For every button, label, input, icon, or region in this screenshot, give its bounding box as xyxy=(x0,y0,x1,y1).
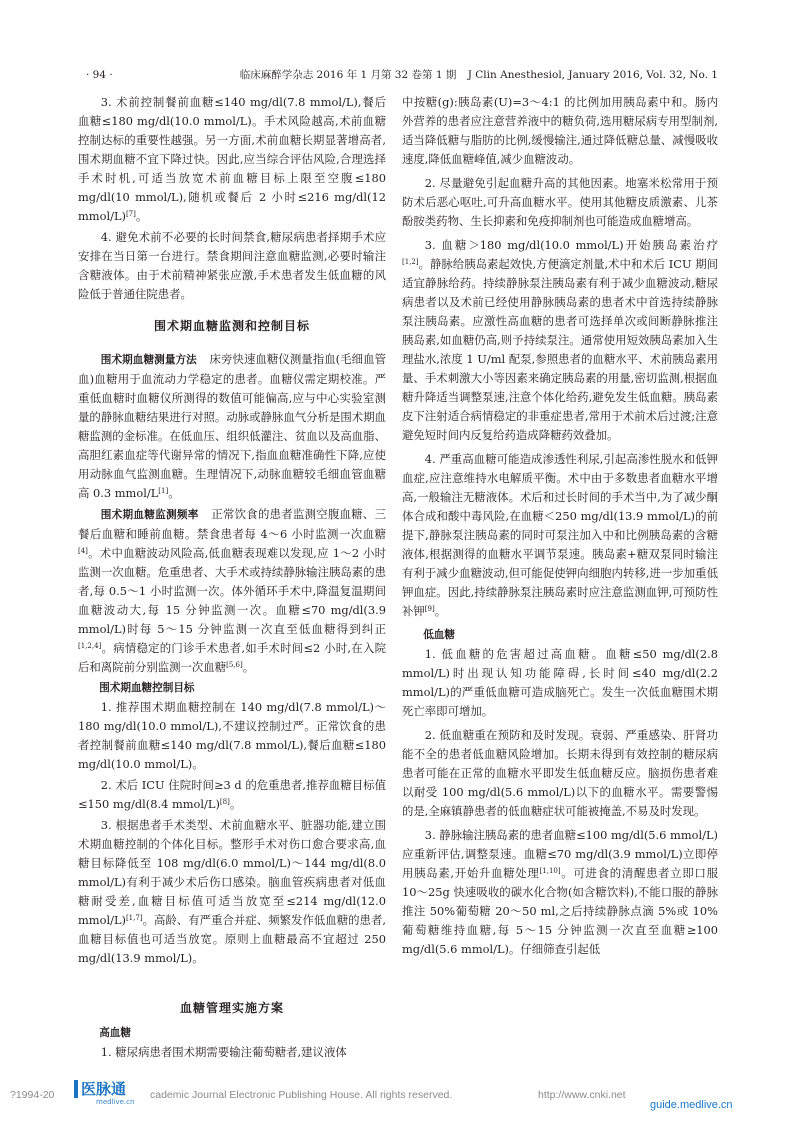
watermark-site: guide.medlive.cn xyxy=(650,1099,733,1111)
left-column xyxy=(78,93,386,1078)
para-severe-hyperglycemia: 4. 严重高血糖可能造成渗透性利尿,引起高渗性脱水和低钾血症,应注意维持水电解质平衡。术中由于多数患者血糖水平增高,一般输注无糖液体。术后和过长时间的手术当中,为了减少酮体合成和酸中毒风险,在血糖＜250 mg/dl(13.9 mmol/L)的前提下,静脉泵注胰岛素的同时可泵注加入中和比例胰岛素的含糖液体,根据测得的血糖水平调节泵速。胰岛素+糖双泵同时输注有利于减少血糖波动,但可能促使钾向细胞内转移,进一步加重低钾血症。因此,持续静脉泵注胰岛素时应注意监测血钾,可预防性补钾[9]。 xyxy=(402,452,718,618)
para-monitoring-frequency: 围术期血糖监测频率 正常饮食的患者监测空腹血糖、三餐后血糖和睡前血糖。禁食患者每 4～6 小时监测一次血糖[4]。术中血糖波动风险高,低血糖表现难以发现,应 1～2 小时监测一次血糖。危重患者、大手术或持续静脉输注胰岛素的患者,每 0.5～1 小时监测一次。体外循环手术中,降温复温期间血糖波动大,每 15 分钟监测一次。血糖≤70 mg/dl(3.9 mmol/L)时每 5～15 分钟监测一次直至低血糖得到纠正[1,2,4]。病情稳定的门诊手术患者,如手术时间≤2 小时,在入院后和离院前分别监测一次血糖[5,6]。 xyxy=(78,507,386,674)
para-hypoglycemia-treatment: 3. 静脉输注胰岛素的患者血糖≤100 mg/dl(5.6 mmol/L)应重新评估,调整泵速。血糖≤70 mg/dl(3.9 mmol/L)立即停用胰岛素,开始升血糖处理[1,10]。可进食的清醒患者立即口服 10～25g 快速吸收的碳水化合物(如含糖饮料),不能口服的静脉推注 50%葡萄糖 20～50 ml,之后持续静脉点滴 5%或 10%葡萄糖维持血糖,每 5～15 分钟监测一次直至血糖≥100 mg/dl(5.6 mmol/L)。仔细筛查引起低 xyxy=(402,828,718,956)
citation-ref: [4] xyxy=(78,547,88,555)
para-hypoglycemia-prevention: 2. 低血糖重在预防和及时发现。衰弱、严重感染、肝肾功能不全的患者低血糖风险增加。长期未得到有效控制的糖尿病患者可能在正常的血糖水平即发生低血糖反应。脑损伤患者难以耐受 100 mg/dl(5.6 mmol/L)以下的血糖水平。需要警惕的是,全麻镇静患者的低血糖症状可能被掩盖,不易及时发现。 xyxy=(402,728,718,818)
citation-ref: [1,7] xyxy=(125,914,143,922)
run-in-heading: 围术期血糖测量方法 xyxy=(100,354,197,366)
para-insulin-therapy: 3. 血糖＞180 mg/dl(10.0 mmol/L)开始胰岛素治疗[1,2]。静脉给胰岛素起效快,方便滴定剂量,术中和术后 ICU 期间适宜静脉给药。持续静脉泵注胰岛素有利于减少血糖波动,糖尿病患者以及术前已经使用静脉胰岛素的患者术中首选持续静脉泵注胰岛素。应激性高血糖的患者可选择单次或间断静脉推注胰岛素,如血糖仍高,则予持续泵注。通常使用短效胰岛素加入生理盐水,浓度 1 U/ml 配泵,参照患者的血糖水平、术前胰岛素用量、手术刺激大小等因素来确定胰岛素的用量,密切监测,根据血糖升降适当调整泵速,注意个体化给药,避免发生低血糖。胰岛素皮下注射适合病情稳定的非重症患者,常用于术前术后过渡;注意避免短时间内反复给药造成降糖药效叠加。 xyxy=(402,238,718,442)
citation-ref: [1,10] xyxy=(539,867,561,875)
para-preop-glucose-target: 3. 术前控制餐前血糖≤140 mg/dl(7.8 mmol/L),餐后血糖≤180 mg/dl(10.0 mmol/L)。手术风险越高,术前血糖控制达标的重要性越强。另一方面,术前血糖长期显著增高者,围术期血糖不宜下降过快。因此,应当综合评估风险,合理选择手术时机,可适当放宽术前血糖目标上限至空腹≤180 mg/dl(10 mmol/L),随机或餐后 2 小时≤216 mg/dl(12 mmol/L)[7]。 xyxy=(78,95,386,223)
para-individual-target: 3. 根据患者手术类型、术前血糖水平、脏器功能,建立围术期血糖控制的个体化目标。整形手术对伤口愈合要求高,血糖目标降低至 108 mg/dl(6.0 mmol/L)～144 mg/dl(8.0 mmol/L)有利于减少术后伤口感染。脑血管疾病患者对低血糖耐受差,血糖目标值可适当放宽至≤214 mg/dl(12.0 mmol/L)[1,7]。高龄、有严重合并症、频繁发作低血糖的患者,血糖目标值也可适当放宽。原则上血糖最高不宜超过 250 mg/dl(13.9 mmol/L)。 xyxy=(78,818,386,965)
citation-ref: [7] xyxy=(125,210,136,218)
subheading-hyperglycemia: 高血糖 xyxy=(99,1027,131,1039)
running-header xyxy=(78,66,718,84)
medlive-logo-domain: medlive.cn xyxy=(96,1098,135,1106)
para-avoid-fasting: 4. 避免术前不必要的长时间禁食,糖尿病患者择期手术应安排在当日第一台进行。禁食期间注意血糖监测,必要时输注含糖液体。由于术前精神紧张应激,手术患者发生低血糖的风险低于普通住院患者。 xyxy=(78,230,386,301)
section-heading-monitoring: 围术期血糖监测和控制目标 xyxy=(153,319,310,333)
page-number: · 94 · xyxy=(86,69,113,81)
footer-copyright-text: cademic Journal Electronic Publishing House. All rights reserved. xyxy=(150,1089,453,1101)
journal-title-cn: 临床麻醉学杂志 2016 年 1 月第 32 卷第 1 期 xyxy=(239,69,457,81)
citation-ref: [1,2,4] xyxy=(78,642,102,650)
footer-cnki-url: http://www.cnki.net xyxy=(538,1089,626,1101)
citation-ref: [1,2] xyxy=(402,258,419,266)
para-glucose-infusion-start: 1. 糖尿病患者围术期需要输注葡萄糖者,建议液体 xyxy=(100,1045,347,1059)
para-avoid-other-factors: 2. 尽量避免引起血糖升高的其他因素。地塞米松常用于预防术后恶心呕吐,可升高血糖水平。使用其他糖皮质激素、儿茶酚胺类药物、生长抑素和免疫抑制剂也可能造成血糖增高。 xyxy=(402,176,718,228)
para-icu-target: 2. 术后 ICU 住院时间≥3 d 的危重患者,推荐血糖目标值≤150 mg/dl(8.4 mmol/L)[8]。 xyxy=(78,778,386,811)
medlive-logo xyxy=(74,1080,148,1110)
para-measurement-method: 围术期血糖测量方法 床旁快速血糖仪测量指血(毛细血管血)血糖用于血流动力学稳定的患者。血糖仪需定期校准。严重低血糖时血糖仪所测得的数值可能偏高,应与中心实验室测量的静脉血糖结果进行对照。动脉或静脉血气分析是围术期血糖监测的金标准。在低血压、组织低灌注、贫血以及高血脂、高胆红素血症等代谢异常的情况下,指血血糖准确性下降,应使用动脉血气监测血糖。生理情况下,动脉血糖较毛细血管血糖高 0.3 mmol/L[1]。 xyxy=(78,352,386,500)
run-in-heading: 围术期血糖监测频率 xyxy=(100,509,199,521)
citation-ref: [5,6] xyxy=(226,661,243,669)
right-column xyxy=(402,93,718,1078)
citation-ref: [9] xyxy=(424,605,435,613)
footer-copyright-year: ?1994-20 xyxy=(10,1089,55,1101)
para-hypoglycemia-harm: 1. 低血糖的危害超过高血糖。血糖≤50 mg/dl(2.8 mmol/L)时出现认知功能障碍,长时间≤40 mg/dl(2.2 mmol/L)的严重低血糖可造成脑死亡。发生一次低血糖围术期死亡率即可增加。 xyxy=(402,647,718,718)
citation-ref: [1] xyxy=(158,487,169,495)
para-glucose-infusion-cont: 中按糖(g):胰岛素(U)=3～4:1 的比例加用胰岛素中和。肠内外营养的患者应注意营养液中的糖负荷,选用糖尿病专用型制剂,适当降低糖与脂肪的比例,缓慢输注,通过降低糖总量、减慢吸收速度,降低血糖峰值,减少血糖波动。 xyxy=(402,95,718,166)
citation-ref: [8] xyxy=(219,798,230,806)
journal-title-en: J Clin Anesthesiol, January 2016, Vol. 32, No. 1 xyxy=(467,69,718,81)
medlive-logo-text: 医脉通 xyxy=(74,1080,126,1098)
section-heading-implementation: 血糖管理实施方案 xyxy=(179,1001,284,1015)
subheading-hypoglycemia: 低血糖 xyxy=(423,629,455,641)
journal-citation xyxy=(240,66,718,84)
subheading-control-target: 围术期血糖控制目标 xyxy=(99,682,195,694)
para-target-range: 1. 推荐围术期血糖控制在 140 mg/dl(7.8 mmol/L)～180 mg/dl(10.0 mmol/L),不建议控制过严。正常饮食的患者控制餐前血糖≤140 mg/dl(7.8 mmol/L),餐后血糖≤180 mg/dl(10.0 mmol/L)。 xyxy=(78,700,386,771)
